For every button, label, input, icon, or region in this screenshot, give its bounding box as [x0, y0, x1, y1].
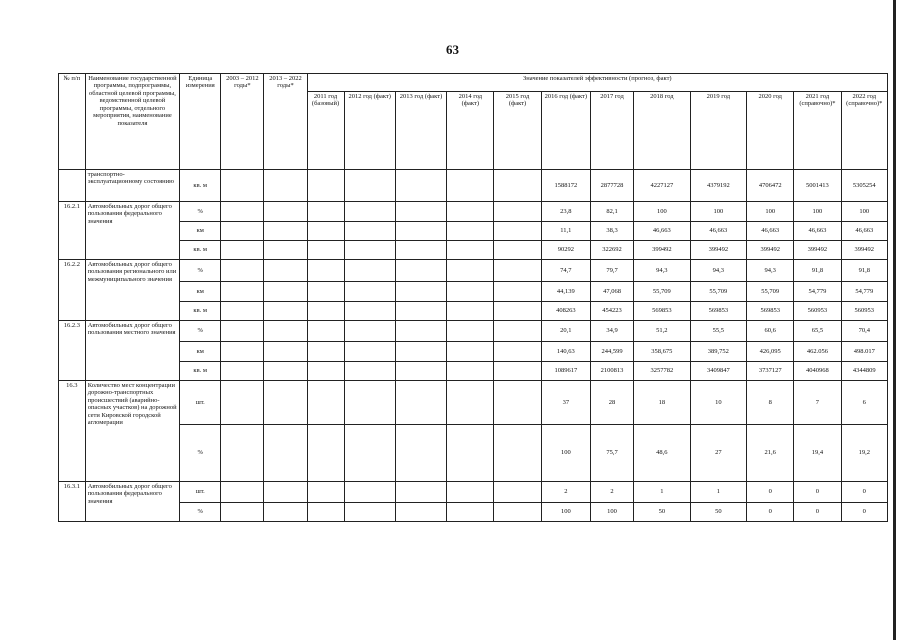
value-cell: [494, 222, 541, 241]
row-unit: шт.: [180, 482, 221, 503]
row-unit: %: [180, 260, 221, 282]
value-cell: 46,663: [794, 222, 841, 241]
value-cell: 4706472: [747, 170, 794, 202]
value-cell: 3257782: [634, 362, 690, 381]
year-header: 2020 год: [747, 92, 794, 170]
value-cell: 46,663: [747, 222, 794, 241]
value-cell: 91,8: [841, 260, 887, 282]
value-cell: 82,1: [590, 202, 633, 222]
table-row: [59, 503, 888, 522]
range-value-cell: [264, 282, 307, 302]
value-cell: 4379192: [690, 170, 746, 202]
value-cell: 569853: [634, 302, 690, 321]
range-value-cell: [264, 202, 307, 222]
value-cell: 244,599: [590, 342, 633, 362]
range-value-cell: [221, 503, 264, 522]
value-cell: 27: [690, 425, 746, 482]
value-cell: 54,779: [794, 282, 841, 302]
value-cell: [447, 425, 494, 482]
col-header-group-title: Значение показателей эффективности (прогноз, факт): [307, 74, 887, 92]
scan-edge-rule: [893, 0, 896, 640]
range-value-cell: [264, 342, 307, 362]
table-row: [59, 222, 888, 241]
row-code: 16.3: [59, 381, 86, 482]
value-cell: 569853: [747, 302, 794, 321]
value-cell: 389,752: [690, 342, 746, 362]
value-cell: 100: [841, 202, 887, 222]
range-value-cell: [221, 222, 264, 241]
col-header-no: № п/п: [59, 74, 86, 170]
value-cell: [344, 282, 395, 302]
value-cell: 0: [841, 482, 887, 503]
value-cell: [344, 302, 395, 321]
value-cell: [307, 362, 344, 381]
value-cell: 426,095: [747, 342, 794, 362]
range-value-cell: [264, 241, 307, 260]
value-cell: [494, 362, 541, 381]
table-row: [59, 342, 888, 362]
row-code: 16.2.1: [59, 202, 86, 260]
value-cell: 454223: [590, 302, 633, 321]
value-cell: 322692: [590, 241, 633, 260]
value-cell: [447, 202, 494, 222]
range-value-cell: [264, 321, 307, 342]
value-cell: 408263: [541, 302, 590, 321]
value-cell: [307, 241, 344, 260]
value-cell: [307, 342, 344, 362]
value-cell: 94,3: [690, 260, 746, 282]
value-cell: [344, 321, 395, 342]
value-cell: 100: [541, 425, 590, 482]
value-cell: [447, 503, 494, 522]
table-row: [59, 241, 888, 260]
value-cell: [494, 503, 541, 522]
value-cell: [494, 321, 541, 342]
value-cell: 3409847: [690, 362, 746, 381]
value-cell: 399492: [747, 241, 794, 260]
value-cell: 140,63: [541, 342, 590, 362]
value-cell: [395, 260, 446, 282]
range-value-cell: [221, 202, 264, 222]
col-header-name: Наименование государственной программы, подпрограммы, областной целевой программы, ведомственной целевой программы, отдельного мероприятия, наименование показателя: [85, 74, 179, 170]
row-name: транспортно-эксплуатационному состоянию: [85, 170, 179, 202]
value-cell: [307, 425, 344, 482]
value-cell: [395, 302, 446, 321]
value-cell: 560953: [841, 302, 887, 321]
value-cell: 60,6: [747, 321, 794, 342]
indicator-table: [58, 73, 888, 522]
value-cell: 46,663: [690, 222, 746, 241]
col-header-2003-2012: 2003 – 2012 годы*: [221, 74, 264, 170]
value-cell: 100: [794, 202, 841, 222]
value-cell: 3737127: [747, 362, 794, 381]
value-cell: 100: [541, 503, 590, 522]
value-cell: [395, 321, 446, 342]
value-cell: 2: [541, 482, 590, 503]
table-row: [59, 321, 888, 342]
value-cell: 1089617: [541, 362, 590, 381]
value-cell: 2: [590, 482, 633, 503]
value-cell: 11,1: [541, 222, 590, 241]
value-cell: 399492: [634, 241, 690, 260]
range-value-cell: [221, 425, 264, 482]
value-cell: 46,663: [841, 222, 887, 241]
value-cell: 4227127: [634, 170, 690, 202]
value-cell: 5001413: [794, 170, 841, 202]
value-cell: 100: [747, 202, 794, 222]
row-unit: %: [180, 321, 221, 342]
row-name: Автомобильных дорог общего пользования федерального значения: [85, 482, 179, 522]
value-cell: [344, 342, 395, 362]
value-cell: 48,6: [634, 425, 690, 482]
value-cell: 46,663: [634, 222, 690, 241]
value-cell: 10: [690, 381, 746, 425]
range-value-cell: [221, 170, 264, 202]
row-name: Количество мест концентрации дорожно-транспортных происшествий (аварийно-опасных участков) на дорожной сети Кировской городской агломерации: [85, 381, 179, 482]
range-value-cell: [221, 381, 264, 425]
value-cell: 358,675: [634, 342, 690, 362]
value-cell: 0: [794, 482, 841, 503]
row-unit: кв. м: [180, 170, 221, 202]
value-cell: 0: [747, 482, 794, 503]
value-cell: [447, 381, 494, 425]
value-cell: 37: [541, 381, 590, 425]
table-row: [59, 425, 888, 482]
value-cell: 65,5: [794, 321, 841, 342]
range-value-cell: [221, 302, 264, 321]
value-cell: [494, 282, 541, 302]
value-cell: 34,9: [590, 321, 633, 342]
range-value-cell: [264, 170, 307, 202]
year-header: 2011 год (базовый): [307, 92, 344, 170]
value-cell: 47,068: [590, 282, 633, 302]
value-cell: 1: [690, 482, 746, 503]
range-value-cell: [264, 482, 307, 503]
value-cell: 75,7: [590, 425, 633, 482]
value-cell: [447, 302, 494, 321]
value-cell: [307, 503, 344, 522]
value-cell: [447, 260, 494, 282]
row-code: 16.3.1: [59, 482, 86, 522]
value-cell: 399492: [794, 241, 841, 260]
table-row: [59, 202, 888, 222]
value-cell: [344, 260, 395, 282]
value-cell: 19,4: [794, 425, 841, 482]
value-cell: 7: [794, 381, 841, 425]
row-name: Автомобильных дорог общего пользования местного значения: [85, 321, 179, 381]
value-cell: [395, 202, 446, 222]
value-cell: 55,709: [634, 282, 690, 302]
row-unit: %: [180, 425, 221, 482]
year-header: 2019 год: [690, 92, 746, 170]
value-cell: 4040968: [794, 362, 841, 381]
value-cell: [307, 482, 344, 503]
value-cell: 23,8: [541, 202, 590, 222]
range-value-cell: [221, 321, 264, 342]
value-cell: 18: [634, 381, 690, 425]
value-cell: [395, 425, 446, 482]
row-unit: км: [180, 222, 221, 241]
table-row: [59, 482, 888, 503]
value-cell: 1588172: [541, 170, 590, 202]
value-cell: [307, 381, 344, 425]
table-row: [59, 362, 888, 381]
table-row: [59, 282, 888, 302]
row-unit: %: [180, 202, 221, 222]
value-cell: 70,4: [841, 321, 887, 342]
value-cell: [395, 282, 446, 302]
year-header: 2013 год (факт): [395, 92, 446, 170]
year-header: 2014 год (факт): [447, 92, 494, 170]
value-cell: 498.017: [841, 342, 887, 362]
range-value-cell: [221, 241, 264, 260]
range-value-cell: [264, 503, 307, 522]
range-value-cell: [221, 282, 264, 302]
value-cell: [447, 342, 494, 362]
value-cell: [395, 381, 446, 425]
value-cell: [344, 170, 395, 202]
page-number: 63: [446, 42, 459, 57]
value-cell: 4344809: [841, 362, 887, 381]
value-cell: 569853: [690, 302, 746, 321]
value-cell: 6: [841, 381, 887, 425]
value-cell: 28: [590, 381, 633, 425]
value-cell: 94,3: [634, 260, 690, 282]
value-cell: 90292: [541, 241, 590, 260]
value-cell: 91,8: [794, 260, 841, 282]
value-cell: [395, 362, 446, 381]
value-cell: [395, 170, 446, 202]
value-cell: [307, 282, 344, 302]
value-cell: 462.056: [794, 342, 841, 362]
value-cell: [494, 241, 541, 260]
value-cell: [494, 342, 541, 362]
value-cell: [344, 362, 395, 381]
value-cell: [395, 482, 446, 503]
value-cell: 51,2: [634, 321, 690, 342]
range-value-cell: [221, 482, 264, 503]
value-cell: [307, 260, 344, 282]
value-cell: 0: [841, 503, 887, 522]
value-cell: 55,709: [747, 282, 794, 302]
value-cell: [307, 302, 344, 321]
value-cell: [494, 202, 541, 222]
value-cell: 100: [690, 202, 746, 222]
value-cell: 55,5: [690, 321, 746, 342]
value-cell: [344, 222, 395, 241]
value-cell: [344, 503, 395, 522]
table-row: [59, 170, 888, 202]
value-cell: 399492: [690, 241, 746, 260]
value-cell: [307, 321, 344, 342]
table-body: [59, 170, 888, 522]
value-cell: 1: [634, 482, 690, 503]
value-cell: [494, 381, 541, 425]
year-header: 2021 год (справочно)*: [794, 92, 841, 170]
value-cell: 50: [690, 503, 746, 522]
value-cell: 19,2: [841, 425, 887, 482]
value-cell: [344, 202, 395, 222]
table-row: [59, 302, 888, 321]
value-cell: [494, 260, 541, 282]
value-cell: [447, 362, 494, 381]
range-value-cell: [221, 260, 264, 282]
range-value-cell: [264, 260, 307, 282]
row-code: 16.2.3: [59, 321, 86, 381]
value-cell: 55,709: [690, 282, 746, 302]
value-cell: [307, 170, 344, 202]
value-cell: [494, 302, 541, 321]
value-cell: 79,7: [590, 260, 633, 282]
row-unit: кв. м: [180, 241, 221, 260]
value-cell: 100: [634, 202, 690, 222]
value-cell: 2877728: [590, 170, 633, 202]
value-cell: 8: [747, 381, 794, 425]
row-name: Автомобильных дорог общего пользования регионального или межмуниципального значения: [85, 260, 179, 321]
value-cell: [344, 241, 395, 260]
row-unit: кв. м: [180, 362, 221, 381]
row-unit: %: [180, 503, 221, 522]
value-cell: 0: [747, 503, 794, 522]
row-code: 16.2.2: [59, 260, 86, 321]
year-header: 2012 год (факт): [344, 92, 395, 170]
value-cell: [344, 381, 395, 425]
value-cell: 21,6: [747, 425, 794, 482]
year-header: 2017 год: [590, 92, 633, 170]
value-cell: [395, 241, 446, 260]
value-cell: [494, 425, 541, 482]
value-cell: [344, 482, 395, 503]
value-cell: [307, 202, 344, 222]
value-cell: [395, 222, 446, 241]
value-cell: [344, 425, 395, 482]
value-cell: 100: [590, 503, 633, 522]
value-cell: [494, 482, 541, 503]
range-value-cell: [221, 342, 264, 362]
table-row: [59, 260, 888, 282]
year-header: 2016 год (факт): [541, 92, 590, 170]
value-cell: [447, 282, 494, 302]
row-unit: кв. м: [180, 302, 221, 321]
value-cell: 54,779: [841, 282, 887, 302]
range-value-cell: [264, 222, 307, 241]
value-cell: 0: [794, 503, 841, 522]
range-value-cell: [264, 381, 307, 425]
value-cell: 50: [634, 503, 690, 522]
value-cell: [395, 503, 446, 522]
value-cell: [447, 222, 494, 241]
range-value-cell: [221, 362, 264, 381]
value-cell: [447, 241, 494, 260]
value-cell: [447, 170, 494, 202]
col-header-2013-2022: 2013 – 2022 годы*: [264, 74, 307, 170]
value-cell: 5305254: [841, 170, 887, 202]
value-cell: 2100813: [590, 362, 633, 381]
row-unit: км: [180, 282, 221, 302]
year-header: 2022 год (справочно)*: [841, 92, 887, 170]
value-cell: 94,3: [747, 260, 794, 282]
value-cell: [447, 321, 494, 342]
value-cell: 74,7: [541, 260, 590, 282]
col-header-unit: Единица измерения: [180, 74, 221, 170]
value-cell: 38,3: [590, 222, 633, 241]
value-cell: [307, 222, 344, 241]
value-cell: 44,139: [541, 282, 590, 302]
header-row-1: [59, 74, 888, 92]
value-cell: [447, 482, 494, 503]
value-cell: 20,1: [541, 321, 590, 342]
table-row: [59, 381, 888, 425]
year-header: 2015 год (факт): [494, 92, 541, 170]
range-value-cell: [264, 425, 307, 482]
value-cell: 560953: [794, 302, 841, 321]
year-header: 2018 год: [634, 92, 690, 170]
row-unit: км: [180, 342, 221, 362]
row-code: [59, 170, 86, 202]
range-value-cell: [264, 302, 307, 321]
value-cell: 399492: [841, 241, 887, 260]
range-value-cell: [264, 362, 307, 381]
value-cell: [494, 170, 541, 202]
value-cell: [395, 342, 446, 362]
row-name: Автомобильных дорог общего пользования федерального значения: [85, 202, 179, 260]
row-unit: шт.: [180, 381, 221, 425]
